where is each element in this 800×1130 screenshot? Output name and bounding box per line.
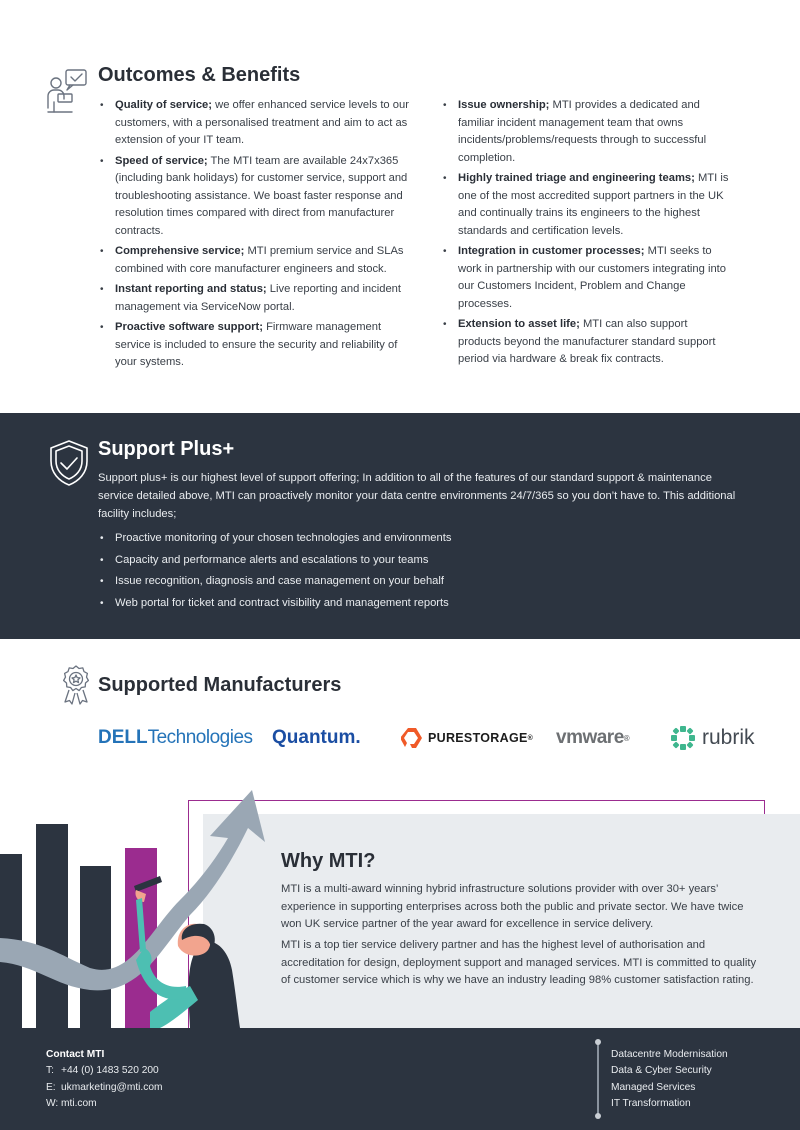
dell-technologies-logo: [98, 723, 253, 753]
list-item: Data & Cyber Security: [611, 1065, 712, 1077]
list-item: • Issue recognition, diagnosis and case management on your behalf: [100, 571, 451, 593]
outcomes-title: Outcomes & Benefits: [98, 64, 301, 86]
support-plus-section: [0, 413, 800, 639]
quantum-logo: Quantum.: [272, 727, 361, 748]
list-item: Managed Services: [611, 1081, 696, 1093]
outcomes-section: [0, 0, 800, 413]
contact-block: [46, 1047, 163, 1112]
list-item: • Proactive software support; Firmware management service is included to ensure the security and reliability of your systems.: [100, 319, 418, 372]
support-plus-intro: Support plus+ is our highest level of support offering; In addition to all of the features of our standard support & maintenance service detailed above, MTI can proactively monitor your data centre environments 24/7/365 so you don’t have to. This additional facility includes;: [98, 472, 736, 520]
support-plus-list: [100, 528, 451, 614]
list-item: • Integration in customer processes; MTI seeks to work in partnership with our customers integrating into our Customers Incident, Problem and Change processes.: [443, 243, 733, 313]
why-mti-section: [0, 790, 800, 1028]
pure-storage-text: PURESTORAGE: [428, 731, 528, 745]
pure-storage-logo: PURESTORAGE ®: [401, 723, 533, 753]
list-item: • Web portal for ticket and contract visibility and management reports: [100, 593, 451, 615]
rubrik-mark-icon: [670, 725, 696, 751]
shield-check-icon: [48, 439, 90, 487]
outcomes-left-list: [100, 97, 418, 375]
award-rosette-icon: [62, 665, 90, 705]
dell-logo-mark: DELL: [98, 727, 148, 748]
manufacturers-section: [0, 639, 800, 789]
manufacturers-title: Supported Manufacturers: [98, 674, 342, 696]
footer-divider: [597, 1042, 599, 1116]
contact-title: Contact MTI: [46, 1049, 105, 1060]
list-item: • Speed of service; The MTI team are available 24x7x365 (including bank holidays) for customer service, support and troubleshooting assistance. We boast faster response and resolution times compared with direct from manufacturer contracts.: [100, 153, 418, 241]
list-item: • Proactive monitoring of your chosen technologies and environments: [100, 528, 451, 550]
list-item: • Comprehensive service; MTI premium service and SLAs combined with core manufacturer engineers and stock.: [100, 243, 418, 278]
rubrik-text: rubrik: [702, 726, 755, 749]
contact-phone: T: +44 (0) 1483 520 200: [46, 1065, 159, 1077]
vmware-logo: vmware ®: [556, 727, 630, 748]
why-mti-paragraph-2: MTI is a top tier service delivery partner and has the highest level of authorisation and accreditation for design, deployment support and managed services. MTI is committed to quality of customer service which is why we have an industry leading 98% customer satisfaction rating.: [281, 939, 757, 986]
contact-email[interactable]: E: ukmarketing@mti.com: [46, 1081, 163, 1093]
services-list: [611, 1047, 728, 1112]
why-mti-paragraph-1: MTI is a multi-award winning hybrid infrastructure solutions provider with over 30+ years’ experience in supporting enterprises across both the public and private sector. We have twice won UK service partner of the year award for excellence in service delivery.: [281, 883, 744, 930]
outcomes-person-chat-icon: [44, 66, 90, 116]
rubrik-logo: [670, 723, 755, 753]
pure-storage-mark-icon: [401, 727, 423, 749]
list-item: • Instant reporting and status; Live reporting and incident management via ServiceNow portal.: [100, 281, 418, 316]
list-item: • Issue ownership; MTI provides a dedicated and familiar incident management team that owns incidents/problems/requests through to successful completion.: [443, 97, 733, 167]
growth-arrow-illustration: [0, 790, 290, 1028]
footer: [0, 1028, 800, 1130]
list-item: IT Transformation: [611, 1097, 691, 1109]
list-item: • Capacity and performance alerts and escalations to your teams: [100, 550, 451, 572]
dell-logo-text: Technologies: [147, 727, 253, 748]
list-item: • Extension to asset life; MTI can also support products beyond the manufacturer standard support period via hardware & break fix contracts.: [443, 316, 733, 369]
list-item: Datacentre Modernisation: [611, 1049, 728, 1060]
outcomes-right-list: [443, 97, 733, 372]
list-item: • Highly trained triage and engineering teams; MTI is one of the most accredited support partners in the UK and continually trains its engineers to the highest standards and certification levels.: [443, 170, 733, 240]
support-plus-title: Support Plus+: [98, 438, 235, 460]
contact-web[interactable]: W: mti.com: [46, 1097, 97, 1109]
list-item: • Quality of service; we offer enhanced service levels to our customers, with a personalised treatment and aim to act as extension of your IT team.: [100, 97, 418, 150]
why-mti-title: Why MTI?: [281, 850, 376, 872]
